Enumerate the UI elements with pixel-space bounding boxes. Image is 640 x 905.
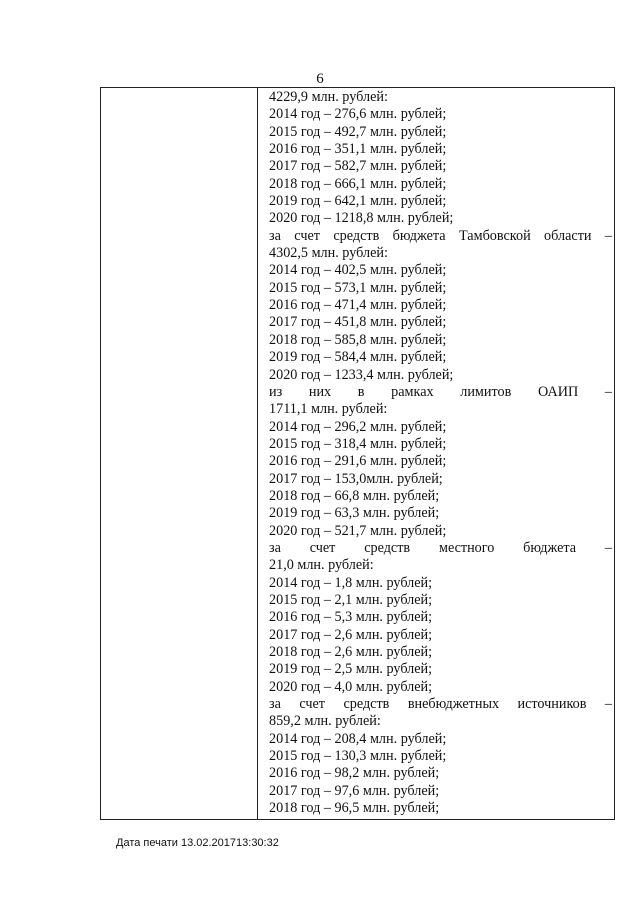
text-line: 21,0 млн. рублей:	[269, 557, 374, 574]
text-line: 2020 год – 1218,8 млн. рублей;	[269, 210, 454, 227]
text-line: 2017 год – 582,7 млн. рублей;	[269, 158, 447, 175]
text-line: 2015 год – 2,1 млн. рублей;	[269, 591, 433, 608]
text-line: 2014 год – 1,8 млн. рублей;	[269, 574, 433, 591]
text-line: 2017 год – 451,8 млн. рублей;	[269, 314, 447, 331]
text-line: 2015 год – 573,1 млн. рублей;	[269, 279, 447, 296]
text-line: 2016 год – 471,4 млн. рублей;	[269, 297, 447, 314]
text-line: 2018 год – 66,8 млн. рублей;	[269, 487, 440, 504]
text-line: за счет средств местного бюджета –	[269, 539, 612, 556]
text-line: из них в рамках лимитов ОАИП –	[269, 383, 612, 400]
text-line: 2014 год – 296,2 млн. рублей;	[269, 418, 447, 435]
text-line: 2017 год – 153,0млн. рублей;	[269, 470, 443, 487]
text-line: 2016 год – 351,1 млн. рублей;	[269, 141, 447, 158]
text-line: 2019 год – 2,5 млн. рублей;	[269, 661, 433, 678]
text-line: 2018 год – 96,5 млн. рублей;	[269, 800, 440, 817]
text-line: 2016 год – 98,2 млн. рублей;	[269, 765, 440, 782]
print-date: Дата печати 13.02.201713:30:32	[116, 837, 279, 849]
text-line: 2018 год – 666,1 млн. рублей;	[269, 175, 447, 192]
text-line: 2017 год – 97,6 млн. рублей;	[269, 782, 440, 799]
text-line: 2014 год – 402,5 млн. рублей;	[269, 262, 447, 279]
text-line: 2015 год – 318,4 млн. рублей;	[269, 435, 447, 452]
text-line: 2016 год – 5,3 млн. рублей;	[269, 609, 433, 626]
text-line: 2020 год – 521,7 млн. рублей;	[269, 522, 447, 539]
text-line: 859,2 млн. рублей:	[269, 713, 381, 730]
text-line: 4229,9 млн. рублей:	[269, 89, 388, 105]
text-line: 2020 год – 4,0 млн. рублей;	[269, 678, 433, 695]
text-line: 2020 год – 1233,4 млн. рублей;	[269, 366, 454, 383]
text-line: 2019 год – 642,1 млн. рублей;	[269, 193, 447, 210]
text-line: 2019 год – 63,3 млн. рублей;	[269, 505, 440, 522]
text-line: 2015 год – 130,3 млн. рублей;	[269, 748, 447, 765]
text-line: 2017 год – 2,6 млн. рублей;	[269, 626, 433, 643]
text-line: 4302,5 млн. рублей:	[269, 245, 388, 262]
text-line: за счет средств бюджета Тамбовской области –	[269, 227, 612, 244]
page-number: 6	[316, 71, 324, 87]
text-line: 2019 год – 584,4 млн. рублей;	[269, 349, 447, 366]
table-column-divider	[257, 87, 258, 820]
text-line: 2014 год – 276,6 млн. рублей;	[269, 106, 447, 123]
text-line: 1711,1 млн. рублей:	[269, 401, 388, 418]
text-line: 2015 год – 492,7 млн. рублей;	[269, 123, 447, 140]
text-line: за счет средств внебюджетных источников –	[269, 696, 612, 713]
text-line: 2018 год – 2,6 млн. рублей;	[269, 644, 433, 660]
text-line: 2014 год – 208,4 млн. рублей;	[269, 730, 447, 747]
text-line: 2018 год – 585,8 млн. рублей;	[269, 331, 447, 348]
text-line: 2016 год – 291,6 млн. рублей;	[269, 453, 447, 470]
funding-text-cell	[269, 89, 612, 817]
